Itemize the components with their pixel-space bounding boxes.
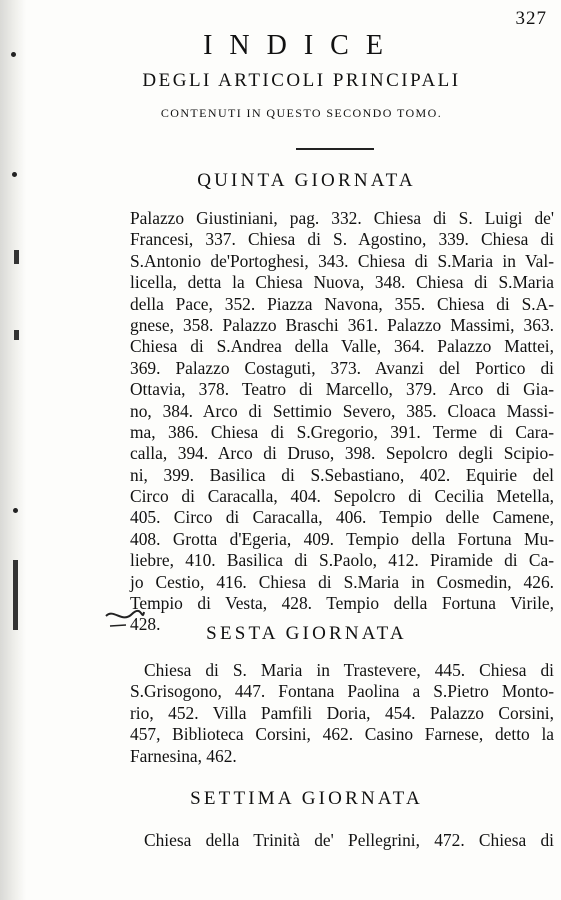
text-line: gnese, 358. Palazzo Braschi 361. Palazzo Massimi, 363. <box>130 314 554 335</box>
text-line: Circo di Caracalla, 404. Sepolcro di Cecilia Metella, <box>130 486 554 507</box>
page-subtitle: DEGLI ARTICOLI PRINCIPALI <box>142 70 461 91</box>
text-line: Farnesina, 462. <box>130 745 237 766</box>
text-line: 457, Biblioteca Corsini, 462. Casino Farnese, detto la <box>130 724 554 745</box>
binding-gutter <box>0 0 26 900</box>
text-line: rio, 452. Villa Pamfili Doria, 454. Palazzo Corsini, <box>130 702 554 723</box>
text-line: Chiesa di S. Maria in Trastevere, 445. Chiesa di <box>144 660 554 680</box>
text-line: ni, 399. Basilica di S.Sebastiano, 402. Equirie del <box>130 464 554 485</box>
text-line: licella, detta la Chiesa Nuova, 348. Chiesa di S.Maria <box>130 272 554 293</box>
section-heading-sesta: SESTA GIORNATA <box>206 623 407 644</box>
section-body-settima <box>144 830 554 851</box>
section-body-quinta <box>130 208 554 636</box>
text-line: Tempio di Vesta, 428. Tempio della Fortuna Virile, <box>130 593 554 614</box>
text-line: 428. <box>130 614 161 635</box>
text-line: Chiesa di S.Andrea della Valle, 364. Palazzo Mattei, <box>130 336 554 357</box>
section-heading-settima: SETTIMA GIORNATA <box>190 788 423 809</box>
page-subsubtitle: CONTENUTI IN QUESTO SECONDO TOMO. <box>160 106 443 120</box>
text-line: S.Grisogono, 447. Fontana Paolina a S.Pietro Monto- <box>130 681 554 702</box>
ink-speck <box>13 508 18 513</box>
section-body-sesta <box>130 660 554 767</box>
text-line: Ottavia, 378. Teatro di Marcello, 379. Arco di Gia- <box>130 379 554 400</box>
text-line: Francesi, 337. Chiesa di S. Agostino, 339. Chiesa di <box>130 229 554 250</box>
ink-mark <box>13 560 18 630</box>
page-title: INDICE <box>203 30 400 61</box>
text-line: S.Antonio de'Portoghesi, 343. Chiesa di S.Maria in Val- <box>130 250 554 271</box>
section-heading-quinta: QUINTA GIORNATA <box>197 170 416 191</box>
page-number: 327 <box>515 8 547 29</box>
text-line: jo Cestio, 416. Chiesa di S.Maria in Cosmedin, 426. <box>130 571 554 592</box>
text-line: della Pace, 352. Piazza Navona, 355. Chiesa di S.A- <box>130 293 554 314</box>
text-line: liebre, 410. Basilica di S.Paolo, 412. Piramide di Ca- <box>130 550 554 571</box>
ink-mark <box>14 250 19 264</box>
title-divider <box>296 148 374 150</box>
text-line: calla, 394. Arco di Druso, 398. Sepolcro degli Scipio- <box>130 443 554 464</box>
text-line: no, 384. Arco di Settimio Severo, 385. Cloaca Massi- <box>130 400 554 421</box>
text-line: Chiesa della Trinità de' Pellegrini, 472. Chiesa di <box>144 830 554 850</box>
text-line: ma, 386. Chiesa di S.Gregorio, 391. Terme di Cara- <box>130 421 554 442</box>
text-line: 408. Grotta d'Egeria, 409. Tempio della Fortuna Mu- <box>130 528 554 549</box>
text-line: 369. Palazzo Costaguti, 373. Avanzi del Portico di <box>130 357 554 378</box>
text-line: 405. Circo di Caracalla, 406. Tempio delle Camene, <box>130 507 554 528</box>
ink-mark <box>14 330 19 340</box>
text-line: Palazzo Giustiniani, pag. 332. Chiesa di S. Luigi de' <box>130 208 554 228</box>
